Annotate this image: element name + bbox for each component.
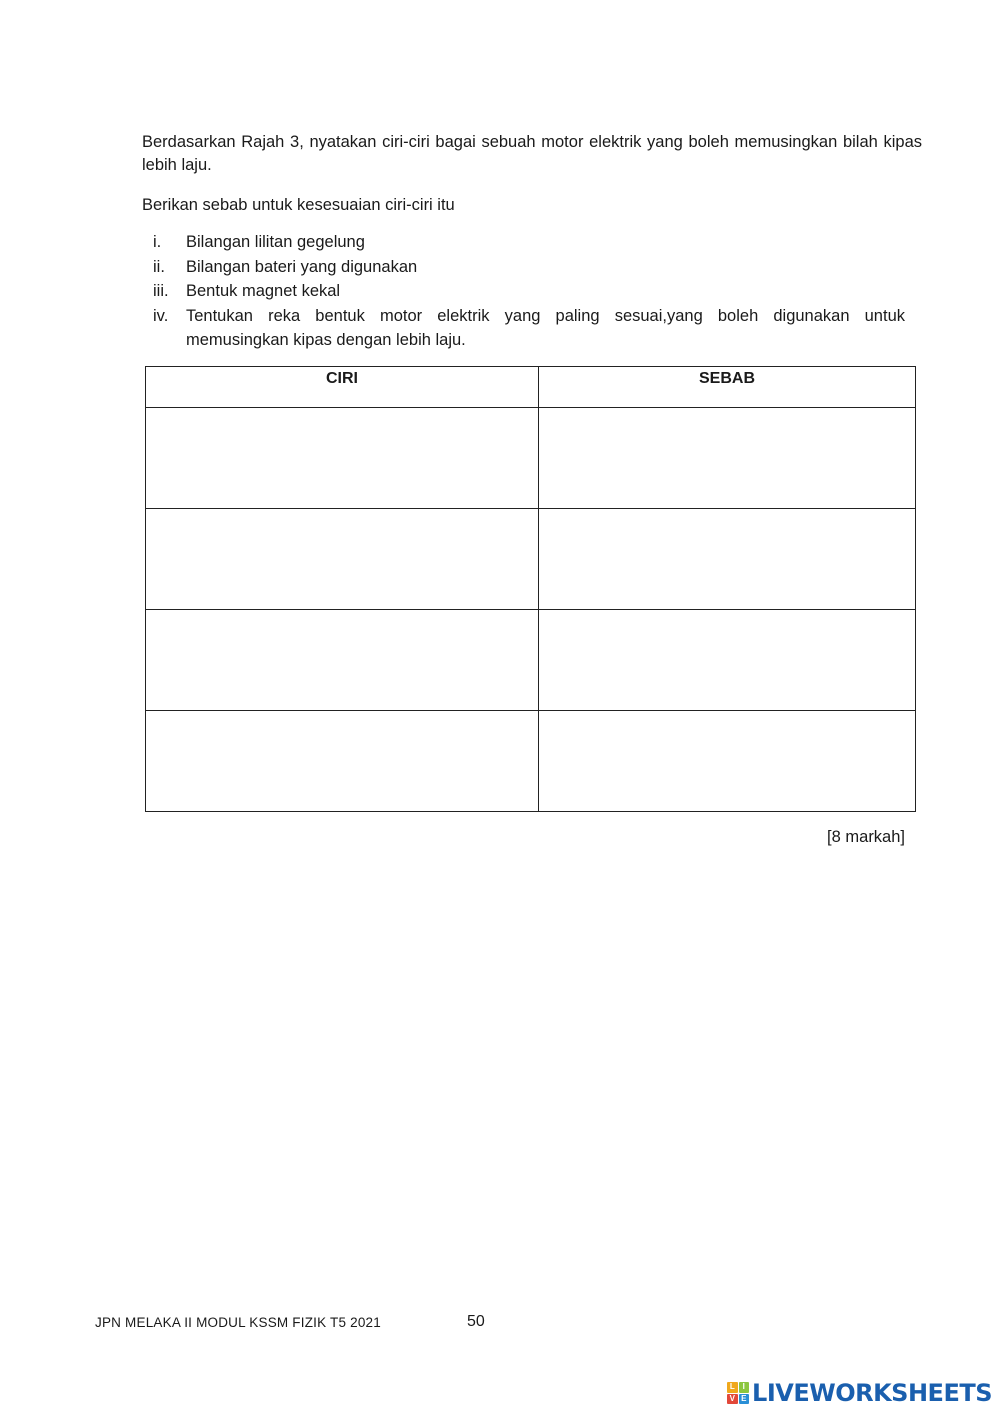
list-item-text: Bilangan lilitan gegelung (186, 233, 365, 251)
page-number: 50 (467, 1313, 485, 1330)
list-item-text: Bentuk magnet kekal (186, 282, 341, 300)
answer-cell-sebab[interactable] (539, 711, 916, 812)
list-item-number: iv. (153, 306, 169, 325)
logo-letter: L (727, 1382, 738, 1393)
answer-cell-sebab[interactable] (539, 610, 916, 711)
list-item-text: Bilangan bateri yang digunakan (186, 257, 418, 276)
list-item (153, 255, 905, 280)
logo-letter: E (739, 1394, 750, 1405)
logo-letter: I (739, 1382, 750, 1393)
question-intro: Berdasarkan Rajah 3, nyatakan ciri-ciri bagai sebuah motor elektrik yang boleh memusingkan bilah kipas lebih laju. (142, 133, 922, 174)
list-item-number: i. (153, 233, 162, 251)
list-item-number: iii. (153, 282, 169, 300)
column-header-ciri: CIRI (146, 367, 539, 408)
column-header-sebab: SEBAB (539, 367, 916, 408)
question-item-list (153, 230, 905, 353)
answer-table (145, 366, 916, 812)
list-item (153, 279, 905, 304)
list-item (153, 230, 905, 255)
list-item (153, 304, 905, 353)
question-instruction: Berikan sebab untuk kesesuaian ciri-ciri itu (142, 196, 455, 214)
answer-cell-ciri[interactable] (146, 610, 539, 711)
logo-letter: V (727, 1394, 738, 1405)
answer-cell-sebab[interactable] (539, 509, 916, 610)
liveworksheets-logo-icon (727, 1382, 749, 1404)
table-row (146, 408, 916, 509)
liveworksheets-brand (727, 1378, 992, 1408)
answer-cell-ciri[interactable] (146, 408, 539, 509)
answer-cell-ciri[interactable] (146, 711, 539, 812)
footer-module-title: JPN MELAKA II MODUL KSSM FIZIK T5 2021 (95, 1315, 381, 1330)
table-header-row (146, 367, 916, 408)
list-item-text: Tentukan reka bentuk motor elektrik yang paling sesuai,yang boleh digunakan untuk memusingkan kipas dengan lebih laju. (186, 306, 905, 349)
answer-cell-sebab[interactable] (539, 408, 916, 509)
list-item-number: ii. (153, 257, 165, 276)
answer-cell-ciri[interactable] (146, 509, 539, 610)
table-row (146, 711, 916, 812)
marks-label: [8 markah] (827, 828, 905, 846)
brand-name: LIVEWORKSHEETS (752, 1379, 992, 1407)
table-row (146, 509, 916, 610)
table-row (146, 610, 916, 711)
